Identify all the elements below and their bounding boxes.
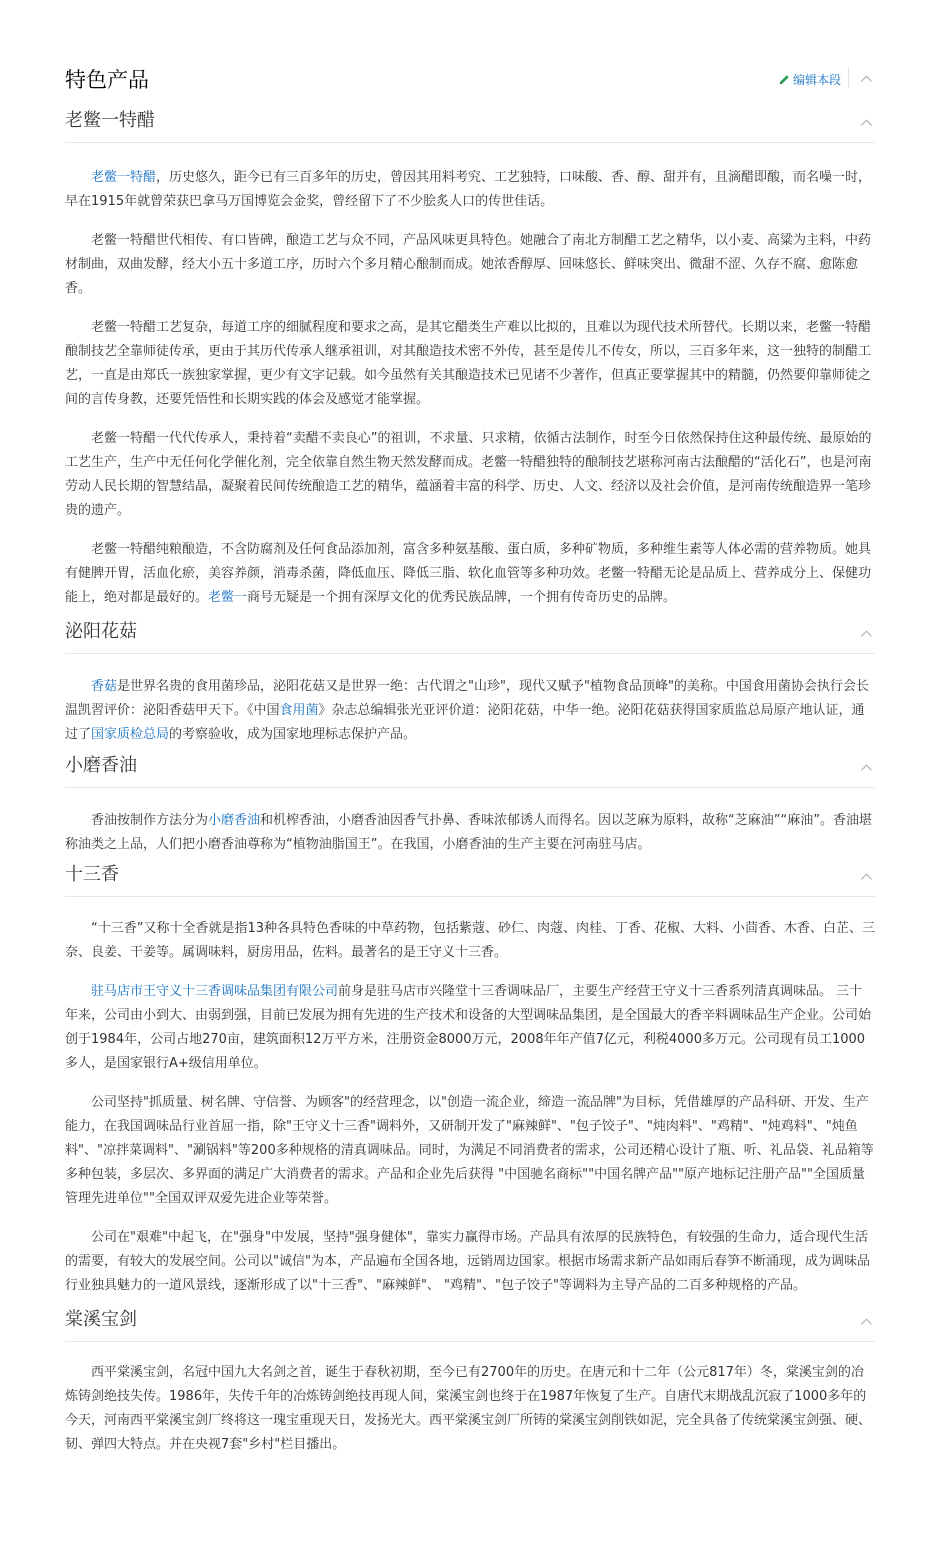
text-run: 老鳖一特醋一代代传承人，秉持着“卖醋不卖良心”的祖训，不求量、只求精，依循古法制作，时至今日依然保持住这种最传统、最原始的工艺生产，生产中无任何化学催化剂，完全依靠自然生物天然发酵而成。老鳖一特醋独特的酿制技艺堪称河南古法酿醋的“活化石”，也是河南劳动人民长期的智慧结晶，凝聚着民间传统酿造工艺的精华，蕴涵着丰富的科学、历史、人文、经济以及社会价值，是河南传统酿造界一笔珍贵的遗产。 xyxy=(65,431,872,518)
collapse-subsection-icon[interactable] xyxy=(860,1315,873,1328)
text-run: 老鳖一特醋纯粮酿造，不含防腐剂及任何食品添加剂，富含多种氨基酸、蛋白质，多种矿物质，多种维生素等人体必需的营养物质。她具有健脾开胃，活血化瘀，美容养颜，消毒杀菌，降低血压、降低三脂、软化血管等多种功效。老鳖一特醋无论是品质上、营养成分上、保健功能上，绝对都是最好的。 xyxy=(65,542,872,605)
text-run: 》杂志总编辑张光亚评价道：泌阳花菇，中华一绝。泌阳花菇获得国家质监总局原产地认证，通过了 xyxy=(65,703,865,742)
collapse-subsection-icon[interactable] xyxy=(860,116,873,129)
paragraph xyxy=(65,316,875,412)
text-run: 商号无疑是一个拥有深厚文化的优秀民族品牌，一个拥有传奇历史的品牌。 xyxy=(247,590,677,605)
paragraph xyxy=(65,1091,875,1211)
text-run: 是世界名贵的食用菌珍品，泌阳花菇又是世界一绝：古代谓之"山珍"，现代又赋予"植物食品顶峰"的美称。中国食用菌协会执行会长温凯習评价：泌阳香菇甲天下。《中国 xyxy=(65,679,869,718)
inline-link[interactable]: 小磨香油 xyxy=(208,813,261,828)
paragraph xyxy=(65,917,875,965)
text-run: 和机榨香油，小磨香油因香气扑鼻、香味浓郁诱人而得名。因以芝麻为原料，故称“芝麻油”“麻油”。香油堪称油类之上品，人们把小磨香油尊称为“植物油脂国王”。在我国，小磨香油的生产主要在河南驻马店。 xyxy=(65,813,872,852)
paragraph xyxy=(65,675,875,747)
paragraph xyxy=(65,229,875,301)
text-run: 老鳖一特醋世代相传、有口皆碑，酿造工艺与众不同，产品风味更具特色。她融合了南北方制醋工艺之精华，以小麦、高粱为主料，中药材制曲，双曲发酵，经大小五十多道工序，历时六个多月精心酿制而成。她浓香醇厚、回味悠长、鲜味突出、微甜不涩、久存不腐、愈陈愈香。 xyxy=(65,233,872,296)
text-run: 西平棠溪宝剑，名冠中国九大名剑之首，诞生于春秋初期，至今已有2700年的历史。在唐元和十二年（公元817年）冬，棠溪宝剑的冶炼铸剑绝技失传。1986年，失传千年的冶炼铸剑绝技再现人间，棠溪宝剑也终于在1987年恢复了生产。自唐代末期战乱沉寂了1000多年的今天，河南西平棠溪宝剑厂终将这一瑰宝重现天日，发扬光大。西平棠溪宝剑厂所铸的棠溪宝剑削铁如泥，完全具备了传统棠溪宝剑强、硬、韧、弹四大特点。并在央视7套"乡村"栏目播出。 xyxy=(65,1365,872,1452)
text-run: 公司坚持"抓质量、树名牌、守信誉、为顾客"的经营理念，以"创造一流企业，缔造一流品牌"为目标，凭借雄厚的产品科研、开发、生产能力，在我国调味品行业首屈一指，除"王守义十三香"调料外，又研制开发了"麻辣鲜"、"包子饺子"、"炖肉料"、"鸡精"、"炖鸡料"、"炖鱼料"、"凉拌菜调料"、"涮锅料"等200多种规格的清真调味品。同时，为满足不同消费者的需求，公司还精心设计了瓶、听、礼品袋、礼品箱等多种包装，多层次、多界面的满足广大消费者的需求。产品和企业先后获得 "中国驰名商标""中国名牌产品""原产地标记注册产品""全国质量管理先进单位""全国双评双爱先进企业等荣誉。 xyxy=(65,1095,874,1206)
header-divider xyxy=(848,68,849,88)
inline-link[interactable]: 老鳖一 xyxy=(208,590,248,605)
paragraph xyxy=(65,427,875,523)
paragraph xyxy=(65,1226,875,1298)
section-content xyxy=(65,62,875,1457)
inline-link[interactable]: 食用菌 xyxy=(279,703,319,718)
section-title: 特色产品 xyxy=(65,68,149,92)
collapse-subsection-icon[interactable] xyxy=(860,870,873,883)
paragraph xyxy=(65,980,875,1076)
subsection-header xyxy=(65,621,875,654)
subsection-header xyxy=(65,110,875,143)
edit-section-label: 编辑本段 xyxy=(792,73,841,87)
collapse-subsection-icon[interactable] xyxy=(860,627,873,640)
inline-link[interactable]: 国家质检总局 xyxy=(91,727,170,742)
subsection-title: 棠溪宝剑 xyxy=(65,1309,137,1330)
text-run: 的考察验收，成为国家地理标志保护产品。 xyxy=(169,727,417,742)
text-run: 公司在"艰难"中起飞，在"强身"中发展，坚持"强身健体"，靠实力赢得市场。产品具有浓厚的民族特色，有较强的生命力，适合现代生活的需要，有较大的发展空间。公司以"诚信"为本，产品遍布全国各地，远销周边国家。根据市场需求新产品如雨后春笋不断涌现，成为调味品行业独具魅力的一道风景线，逐渐形成了以"十三香"、"麻辣鲜"、 "鸡精"、"包子饺子"等调料为主导产品的二百多种规格的产品。 xyxy=(65,1230,870,1293)
subsection-header xyxy=(65,755,875,788)
text-run: 前身是驻马店市兴隆堂十三香调味品厂，主要生产经营王守义十三香系列清真调味品。 三十年来，公司由小到大、由弱到强，目前已发展为拥有先进的生产技术和设备的大型调味品集团，是全国最大的香辛料调味品生产企业。公司始创于1984年，公司占地270亩，建筑面积12万平方米，注册资金8000万元，2008年年产值7亿元，利税4000多万元。公司现有员工1000多人，是国家银行A+级信用单位。 xyxy=(65,984,872,1071)
subsection-title: 十三香 xyxy=(65,864,119,885)
paragraph xyxy=(65,809,875,857)
collapse-section-icon[interactable] xyxy=(860,72,873,85)
edit-section-button[interactable] xyxy=(779,72,841,88)
pencil-icon xyxy=(779,74,790,85)
subsection-list xyxy=(65,110,875,1457)
text-run: “十三香”又称十全香就是指13种各具特色香味的中草药物，包括紫蔻、砂仁、肉蔻、肉桂、丁香、花椒、大料、小茴香、木香、白芷、三奈、良姜、干姜等。属调味料，厨房用品，佐料。最著名的是王守义十三香。 xyxy=(65,921,876,960)
subsection-title: 泌阳花菇 xyxy=(65,621,137,642)
inline-link[interactable]: 驻马店市王守义十三香调味品集团有限公司 xyxy=(91,984,339,999)
subsection-title: 老鳖一特醋 xyxy=(65,110,155,131)
text-run: 香油按制作方法分为 xyxy=(91,813,209,828)
section-header xyxy=(65,62,875,102)
text-run: ，历史悠久，距今已有三百多年的历史，曾因其用料考究、工艺独特，口味酸、香、醇、甜并有，且滴醋即酸，而名噪一时，早在1915年就曾荣获巴拿马万国博览会金奖，曾经留下了不少脍炙人口的传世佳话。 xyxy=(65,170,872,209)
subsection-header xyxy=(65,864,875,897)
paragraph xyxy=(65,538,875,610)
subsection-title: 小磨香油 xyxy=(65,755,137,776)
subsection-header xyxy=(65,1309,875,1342)
collapse-subsection-icon[interactable] xyxy=(860,761,873,774)
inline-link[interactable]: 香菇 xyxy=(91,679,118,694)
paragraph xyxy=(65,1361,875,1457)
paragraph xyxy=(65,166,875,214)
inline-link[interactable]: 老鳖一特醋 xyxy=(91,170,157,185)
text-run: 老鳖一特醋工艺复杂，每道工序的细腻程度和要求之高，是其它醋类生产难以比拟的，且难以为现代技术所替代。长期以来，老鳖一特醋酿制技艺全靠师徒传承，更由于其历代传承人继承祖训，对其酿造技术密不外传，甚至是传儿不传女，所以，三百多年来，这一独特的制醋工艺，一直是由郑氏一族独家掌握，更少有文字记载。如今虽然有关其酿造技术已见诸不少著作，但真正要掌握其中的精髓，仍然要仰靠师徒之间的言传身教，还要凭悟性和长期实践的体会及感觉才能掌握。 xyxy=(65,320,872,407)
